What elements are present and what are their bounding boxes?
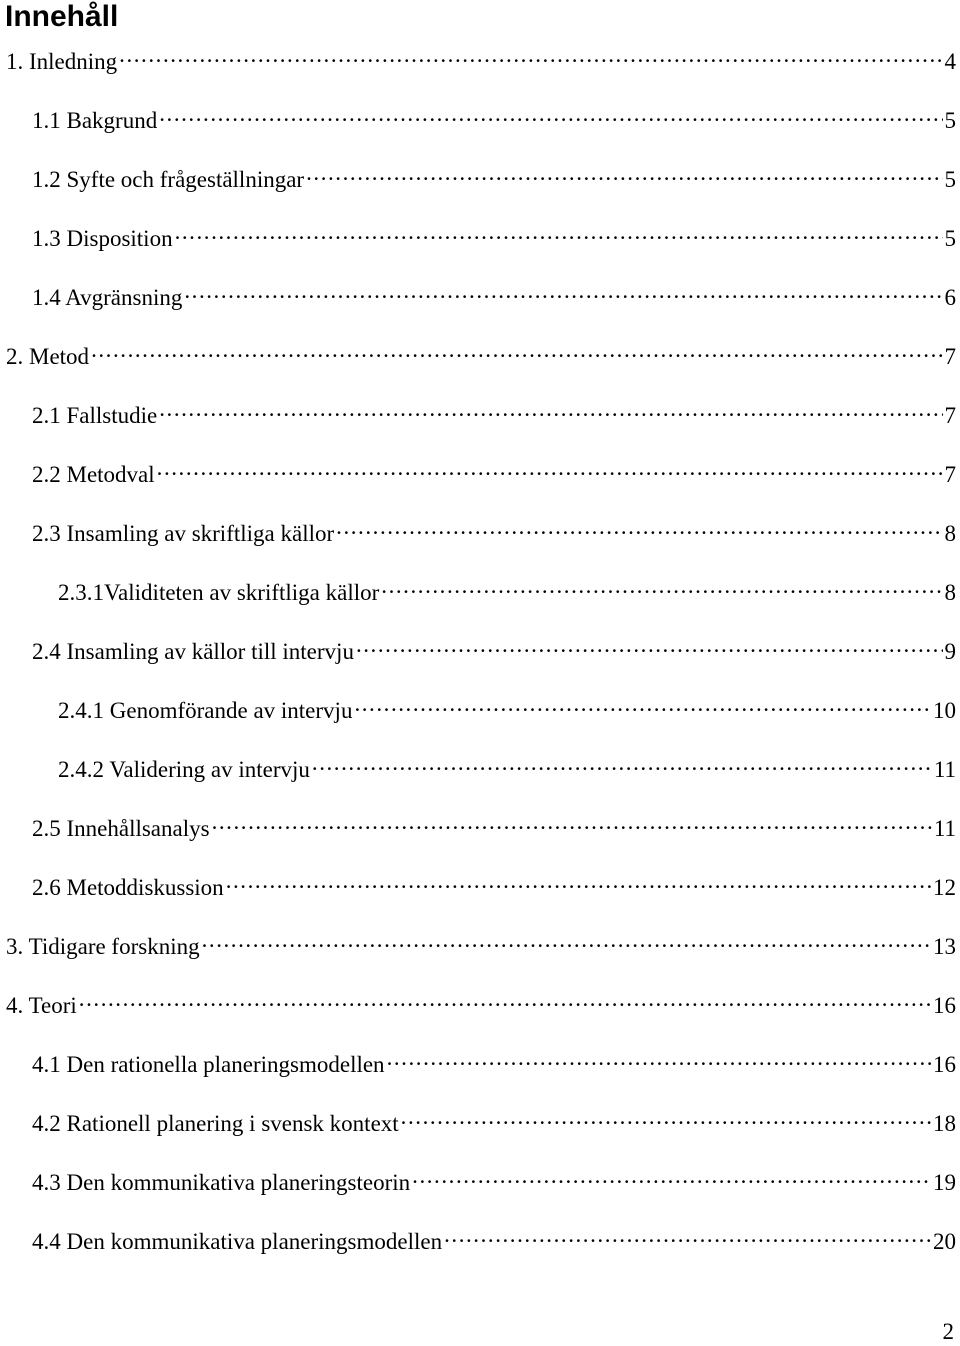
toc-heading: Innehåll xyxy=(5,0,119,33)
toc-entry-label: 4. Teori xyxy=(6,993,77,1018)
toc-entry-page: 8 xyxy=(944,521,956,546)
toc-entry-rationella-modellen[interactable] xyxy=(32,1044,956,1079)
toc-entry-page: 9 xyxy=(944,639,956,664)
toc-entry-insamling-intervju[interactable] xyxy=(32,631,956,666)
toc-entry-metod[interactable] xyxy=(6,336,956,371)
toc-entry-label: 1.4 Avgränsning xyxy=(32,285,183,310)
toc-entry-page: 7 xyxy=(944,462,956,487)
toc-entry-page: 13 xyxy=(933,934,956,959)
dot-leader xyxy=(89,336,942,364)
toc-entry-disposition[interactable] xyxy=(32,218,956,253)
toc-entry-validiteten[interactable] xyxy=(58,572,956,607)
toc-entry-kommunikativa-modellen[interactable] xyxy=(32,1221,956,1256)
dot-leader xyxy=(224,867,931,895)
dot-leader xyxy=(354,631,943,659)
page-number: 2 xyxy=(942,1319,954,1344)
toc-entry-page: 8 xyxy=(944,580,956,605)
toc-entry-genomforande[interactable] xyxy=(58,690,956,725)
dot-leader xyxy=(77,985,931,1013)
dot-leader xyxy=(157,395,942,423)
toc-entry-label: 4.4 Den kommunikativa planeringsmodellen xyxy=(32,1229,443,1254)
toc-entry-label: 1. Inledning xyxy=(6,49,118,74)
toc-entry-label: 4.1 Den rationella planeringsmodellen xyxy=(32,1052,385,1077)
toc-entry-innehallsanalys[interactable] xyxy=(32,808,956,843)
dot-leader xyxy=(304,159,942,187)
toc-entry-syfte[interactable] xyxy=(32,159,956,194)
toc-entry-page: 4 xyxy=(944,49,956,74)
toc-entry-label: 2.2 Metodval xyxy=(32,462,155,487)
toc-entry-rationell-svensk[interactable] xyxy=(32,1103,956,1138)
toc-entry-label: 2.6 Metoddiskussion xyxy=(32,875,224,900)
toc-entry-page: 11 xyxy=(933,816,956,841)
dot-leader xyxy=(379,572,942,600)
dot-leader xyxy=(310,749,932,777)
dot-leader xyxy=(385,1044,931,1072)
toc-entry-page: 6 xyxy=(944,285,956,310)
toc-entry-label: 2.3.1Validiteten av skriftliga källor xyxy=(58,580,380,605)
toc-entry-label: 1.2 Syfte och frågeställningar xyxy=(32,167,305,192)
toc-entry-label: 2.5 Innehållsanalys xyxy=(32,816,210,841)
toc-entry-page: 7 xyxy=(944,344,956,369)
toc-entry-teori[interactable] xyxy=(6,985,956,1020)
toc-entry-validering[interactable] xyxy=(58,749,956,784)
dot-leader xyxy=(210,808,932,836)
toc-entry-inledning[interactable] xyxy=(6,41,956,76)
toc-entry-page: 7 xyxy=(944,403,956,428)
toc-entry-label: 2.4.2 Validering av intervju xyxy=(58,757,310,782)
toc-entry-label: 2.3 Insamling av skriftliga källor xyxy=(32,521,335,546)
toc-entry-page: 5 xyxy=(944,167,956,192)
dot-leader xyxy=(182,277,942,305)
toc-entry-page: 16 xyxy=(933,993,956,1018)
toc-entry-label: 2.4.1 Genomförande av intervju xyxy=(58,698,353,723)
toc-entry-label: 2. Metod xyxy=(6,344,90,369)
toc-entry-insamling-skriftliga[interactable] xyxy=(32,513,956,548)
dot-leader xyxy=(155,454,943,482)
toc-entry-label: 2.4 Insamling av källor till intervju xyxy=(32,639,354,664)
toc-entry-fallstudie[interactable] xyxy=(32,395,956,430)
dot-leader xyxy=(399,1103,931,1131)
dot-leader xyxy=(410,1162,931,1190)
toc-entry-kommunikativa-teorin[interactable] xyxy=(32,1162,956,1197)
toc-entry-metoddiskussion[interactable] xyxy=(32,867,956,902)
dot-leader xyxy=(352,690,931,718)
toc-entry-page: 11 xyxy=(933,757,956,782)
toc-entry-metodval[interactable] xyxy=(32,454,956,489)
toc-entry-avgransning[interactable] xyxy=(32,277,956,312)
toc-entry-label: 1.3 Disposition xyxy=(32,226,173,251)
dot-leader xyxy=(117,41,942,69)
toc-entry-page: 16 xyxy=(933,1052,956,1077)
toc-entry-tidigare-forskning[interactable] xyxy=(6,926,956,961)
toc-entry-label: 4.2 Rationell planering i svensk kontext xyxy=(32,1111,399,1136)
toc-entry-page: 10 xyxy=(933,698,956,723)
toc-entry-bakgrund[interactable] xyxy=(32,100,956,135)
toc-entry-label: 2.1 Fallstudie xyxy=(32,403,158,428)
toc-entry-page: 18 xyxy=(933,1111,956,1136)
toc-entry-label: 4.3 Den kommunikativa planeringsteorin xyxy=(32,1170,411,1195)
dot-leader xyxy=(200,926,931,954)
toc-entry-page: 5 xyxy=(944,226,956,251)
toc-entry-page: 19 xyxy=(933,1170,956,1195)
toc-entry-label: 1.1 Bakgrund xyxy=(32,108,158,133)
toc-entry-label: 3. Tidigare forskning xyxy=(6,934,200,959)
toc-entry-page: 5 xyxy=(944,108,956,133)
dot-leader xyxy=(442,1221,931,1249)
toc-entry-page: 12 xyxy=(933,875,956,900)
dot-leader xyxy=(334,513,942,541)
dot-leader xyxy=(173,218,943,246)
toc-entry-page: 20 xyxy=(933,1229,956,1254)
dot-leader xyxy=(157,100,942,128)
